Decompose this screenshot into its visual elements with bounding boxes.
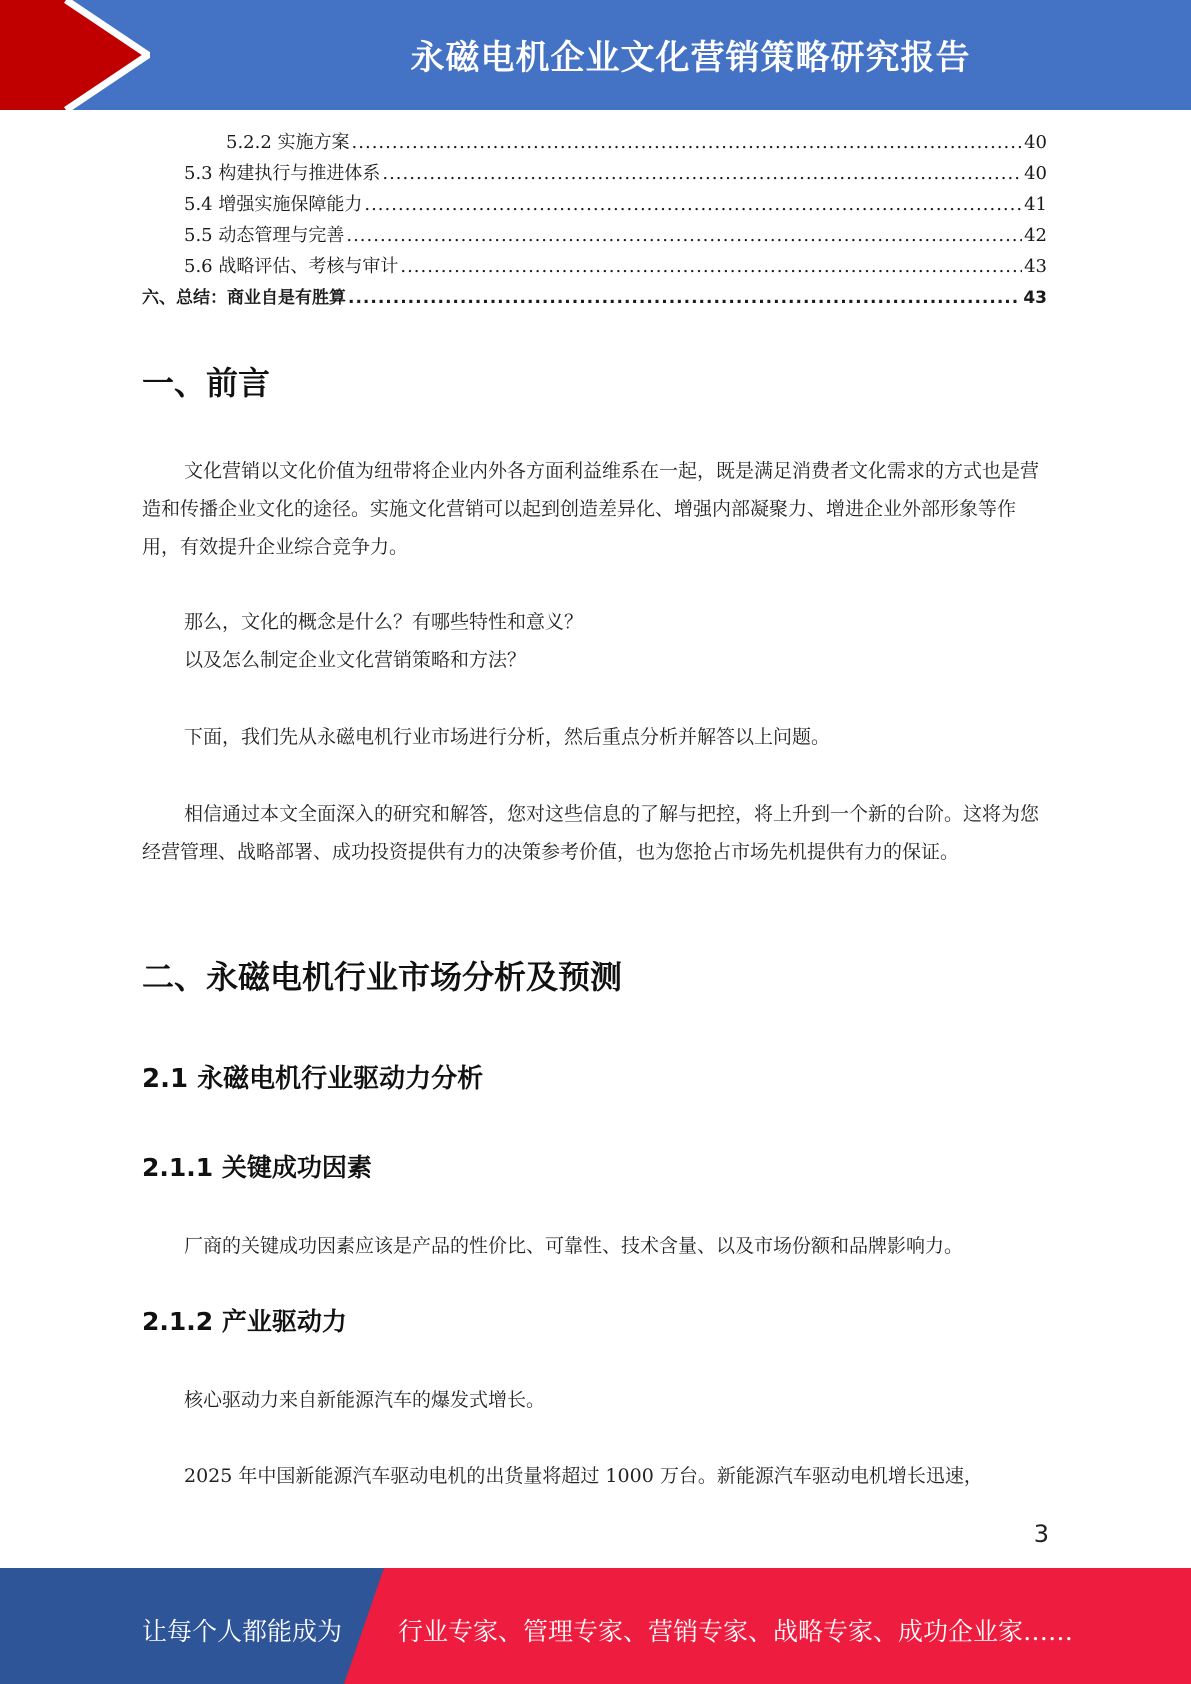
page-header bbox=[0, 0, 1191, 110]
subsection-heading: 2.1 永磁电机行业驱动力分析 bbox=[142, 1064, 484, 1094]
toc-entry-page: 40 bbox=[1024, 132, 1047, 153]
page-footer bbox=[0, 1568, 1191, 1684]
paragraph: 文化营销以文化价值为纽带将企业内外各方面利益维系在一起，既是满足消费者文化需求的方式也是营造和传播企业文化的途径。实施文化营销可以起到创造差异化、增强内部凝聚力、增进企业外部形象等作用，有效提升企业综合竞争力。 bbox=[142, 460, 1040, 558]
paragraph: 下面，我们先从永磁电机行业市场进行分析，然后重点分析并解答以上问题。 bbox=[184, 726, 831, 748]
toc-leader-dots bbox=[364, 194, 1022, 215]
toc-entry-label: 5.4 增强实施保障能力 bbox=[184, 194, 363, 215]
toc-entry[interactable] bbox=[142, 221, 1047, 252]
toc-entry[interactable] bbox=[142, 159, 1047, 190]
section-heading-preface: 一、前言 bbox=[142, 364, 271, 402]
header-chevron-icon bbox=[0, 0, 150, 110]
paragraph: 厂商的关键成功因素应该是产品的性价比、可靠性、技术含量、以及市场份额和品牌影响力。 bbox=[184, 1235, 964, 1257]
question-line: 那么，文化的概念是什么？有哪些特性和意义？ bbox=[184, 611, 584, 633]
footer-slogan-left: 让每个人都能成为 bbox=[142, 1617, 343, 1646]
toc-entry-label: 5.6 战略评估、考核与审计 bbox=[184, 256, 399, 277]
toc-entry-page: 41 bbox=[1024, 194, 1047, 215]
toc-leader-dots bbox=[346, 225, 1022, 246]
paragraph: 核心驱动力来自新能源汽车的爆发式增长。 bbox=[184, 1389, 546, 1411]
toc-entry-page: 43 bbox=[1024, 256, 1047, 277]
footer-slogan-right: 行业专家、管理专家、营销专家、战略专家、成功企业家…… bbox=[398, 1617, 1074, 1646]
toc-entry[interactable] bbox=[142, 128, 1047, 159]
toc-entry-label: 5.2.2 实施方案 bbox=[226, 132, 350, 153]
paragraph: 相信通过本文全面深入的研究和解答，您对这些信息的了解与把控，将上升到一个新的台阶。这将为您经营管理、战略部署、成功投资提供有力的决策参考价值，也为您抢占市场先机提供有力的保证。 bbox=[142, 803, 1040, 863]
document-title: 永磁电机企业文化营销策略研究报告 bbox=[410, 38, 971, 78]
subsubsection-heading: 2.1.2 产业驱动力 bbox=[142, 1307, 347, 1336]
toc-leader-dots bbox=[348, 288, 1021, 308]
subsubsection-heading: 2.1.1 关键成功因素 bbox=[142, 1153, 372, 1182]
toc-entry-page: 42 bbox=[1024, 225, 1047, 246]
toc-entry-label: 5.3 构建执行与推进体系 bbox=[184, 163, 381, 184]
toc-entry-label: 六、总结：商业自是有胜算 bbox=[142, 288, 346, 308]
toc-entry[interactable] bbox=[142, 190, 1047, 221]
toc-leader-dots bbox=[382, 163, 1022, 184]
toc-entry-page: 40 bbox=[1024, 163, 1047, 184]
page-number: 3 bbox=[1033, 1520, 1049, 1548]
toc-entry[interactable] bbox=[142, 283, 1047, 314]
toc-entry-label: 5.5 动态管理与完善 bbox=[184, 225, 345, 246]
paragraph: 2025 年中国新能源汽车驱动电机的出货量将超过 1000 万台。新能源汽车驱动电机增长迅速， bbox=[184, 1465, 983, 1487]
toc-entry-page: 43 bbox=[1023, 288, 1047, 308]
toc-entry[interactable] bbox=[142, 252, 1047, 283]
question-line: 以及怎么制定企业文化营销策略和方法？ bbox=[184, 649, 527, 671]
section-heading-market-analysis: 二、永磁电机行业市场分析及预测 bbox=[142, 958, 623, 996]
table-of-contents bbox=[142, 128, 1047, 314]
toc-leader-dots bbox=[400, 256, 1022, 277]
toc-leader-dots bbox=[352, 132, 1023, 153]
